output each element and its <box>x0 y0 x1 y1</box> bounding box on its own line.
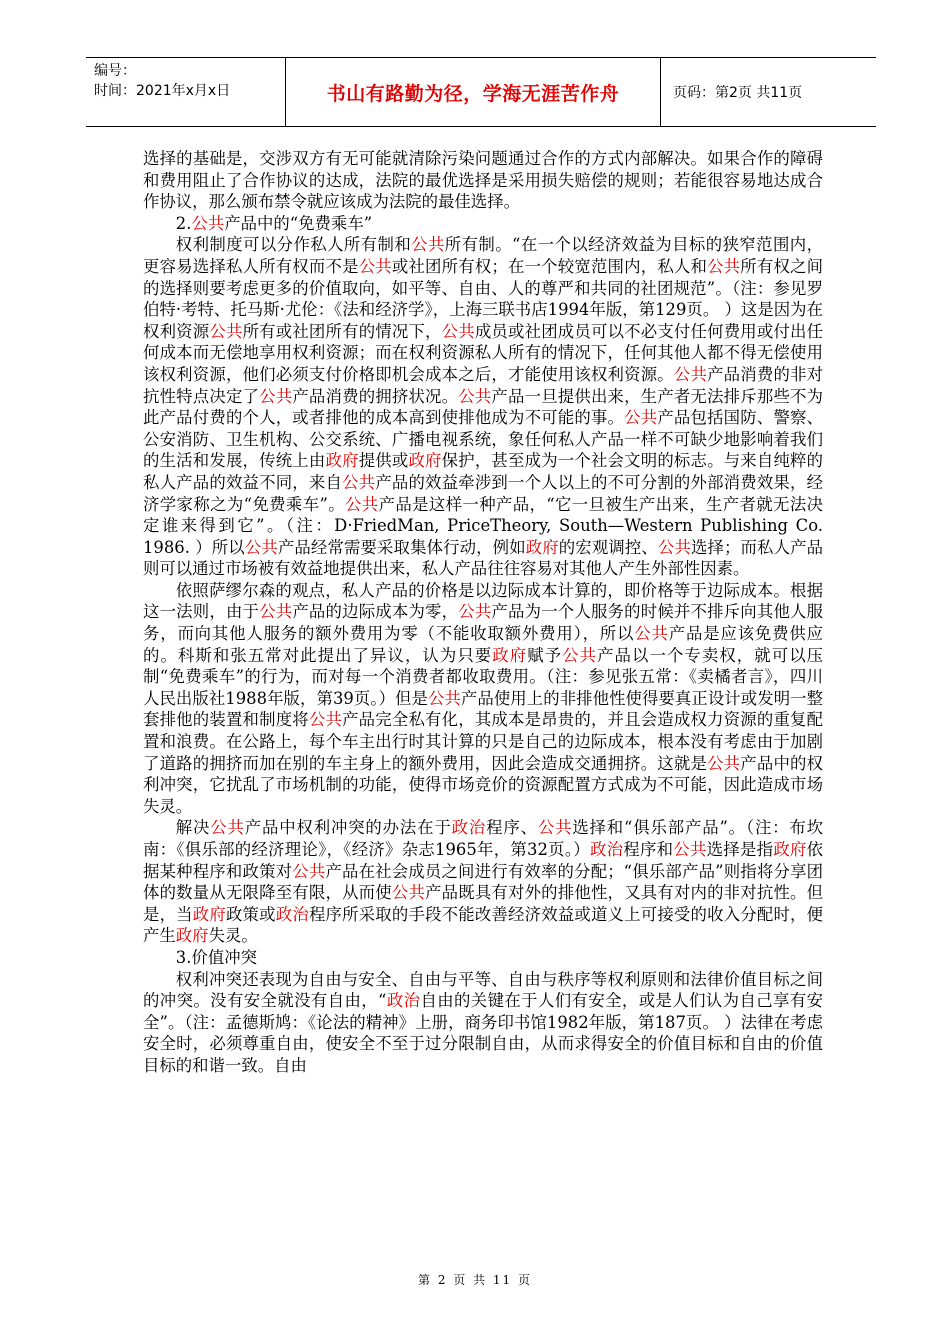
highlighted-term: 公共 <box>345 494 379 514</box>
text-run: 产品一旦提供出来，生产者无法排斥那些不为此产品付费的个人，或者排他的成本高到使排他成为不可能的事。 <box>143 386 824 428</box>
text-run: 产品在社会成员之间进行有效率的分配；“俱乐部产品”则指将分享团体的数量从无限降至有限，从而使 <box>143 861 824 903</box>
highlighted-term: 政府 <box>192 904 226 924</box>
paragraph <box>143 580 823 818</box>
highlighted-term: 公共 <box>427 688 461 708</box>
text-run: 产品完全私有化，其成本是昂贵的，并且会造成权力资源的重复配置和浪费。在公路上，每个车主出行时其计算的只是自己的边际成本，根本没有考虑由于加剧了道路的拥挤而加在别的车主身上的额外费用，因此会造成交通拥挤。这就是 <box>143 710 824 773</box>
text-run: 提供或 <box>358 451 409 471</box>
highlighted-term: 公共 <box>458 602 492 622</box>
highlighted-term: 公共 <box>259 602 293 622</box>
text-run: 产品中权利冲突的办法在于 <box>244 818 452 838</box>
highlighted-term: 公共 <box>634 624 669 644</box>
text-run: 所有或社团所有的情况下， <box>242 321 442 341</box>
text-run: 或社团所有权；在一个较宽范围内，私人和 <box>391 256 708 276</box>
highlighted-term: 公共 <box>673 840 707 859</box>
highlighted-term: 政府 <box>325 451 359 471</box>
highlighted-term: 公共 <box>244 537 278 557</box>
text-run: 保护，甚至成为一个社会文明的标志。与来自纯粹的私人产品的效益不同，来自 <box>143 451 824 492</box>
highlighted-term: 公共 <box>624 408 658 428</box>
text-run: 产品既具有对外的排他性，又具有对内的非对抗性。但是，当 <box>143 883 824 924</box>
text-run: 产品中的“免费乘车” <box>224 213 373 233</box>
paragraph <box>143 234 823 580</box>
highlighted-term: 公共 <box>707 753 741 773</box>
highlighted-term: 公共 <box>292 861 326 881</box>
highlighted-term: 政治 <box>386 991 421 1011</box>
text-run: 成员或社团成员可以不必支付任何费用或付出任何成本而无偿地享用权利资源；而在权利资源私人所有的情况下，任何其他人都不得无偿使用该权利资源，他们必须支付价格即机会成本之后，才能使用该权利资源。 <box>143 321 824 384</box>
header-page-info: 页码：第2页 共11页 <box>673 85 803 101</box>
text-run: 所有权之间的选择则要考虑更多的价值取向，如平等、自由、人的尊严和共同的社团规范”。（注：参见罗伯特·考特、托马斯·尤伦：《法和经济学》，上海三联书店1994年版，第129页。 ）这是因为在权利资源 <box>143 256 824 341</box>
text-run: 产品经常需要采取集体行动，例如 <box>277 537 526 557</box>
text-run: 产品消费的非对抗性特点决定了 <box>143 364 824 406</box>
paragraph <box>143 213 823 235</box>
page-footer: 第 2 页 共 11 页 <box>418 1273 532 1287</box>
text-run: 权利制度可以分作私人所有制和 <box>175 235 412 255</box>
page-header <box>86 57 876 127</box>
text-run: 选择和“俱乐部产品”。（注：布坎南：《俱乐部的经济理论》，《经济》杂志1965年，第32页。） <box>143 818 824 859</box>
text-run: 产品是应该免费供应的。科斯和张五常对此提出了异议，认为只要 <box>143 624 823 665</box>
text-run: 政策或 <box>225 904 276 924</box>
highlighted-term: 公共 <box>191 213 225 233</box>
highlighted-term: 政治 <box>275 904 309 924</box>
text-run: 解决 <box>175 818 211 838</box>
highlighted-term: 公共 <box>342 472 376 492</box>
text-run: 3.价值冲突 <box>175 947 257 967</box>
text-run: 选择；而私人产品则可以通过市场被有效益地提供出来，私人产品往往容易对其他人产生外部性因素。 <box>143 537 824 579</box>
text-run: 选择的基础是，交涉双方有无可能就清除污染问题通过合作的方式内部解决。如果合作的障碍和费用阻止了合作协议的达成，法院的最优选择是采用损失赔偿的规则；若能很容易地达成合作协议，那么颁布禁令就应该成为法院的最佳选择。 <box>143 149 823 212</box>
text-run: 依据某种程序和政策对 <box>143 840 824 881</box>
highlighted-term: 政府 <box>408 451 442 471</box>
text-run: 2. <box>175 213 192 233</box>
highlighted-term: 政治 <box>589 840 624 859</box>
highlighted-term: 政治 <box>451 818 487 838</box>
highlighted-term: 公共 <box>458 386 492 406</box>
highlighted-term: 公共 <box>673 364 708 384</box>
text-run: 产品是这样一种产品，“它一旦被生产出来，生产者就无法决定谁来得到它”。（注：D·FriedMan, PriceTheory, South—Western Publishing Co. 1986. ）所以 <box>143 494 823 557</box>
highlighted-term: 政府 <box>773 840 807 859</box>
highlighted-term: 公共 <box>391 883 426 903</box>
time-label: 时间：2021年x月x日 <box>94 83 231 99</box>
text-run: 产品包括国防、警察、公安消防、卫生机构、公交系统、广播电视系统，象任何私人产品一样不可缺少地影响着我们的生活和发展，传统上由 <box>143 408 824 471</box>
text-run: 失灵。 <box>208 926 258 946</box>
text-run: 程序所采取的手段不能改善经济效益或道义上可接受的收入分配时，便产生 <box>143 904 824 946</box>
document-body <box>143 148 823 1077</box>
text-run: 的宏观调控、 <box>558 537 658 557</box>
highlighted-term: 政府 <box>492 645 528 665</box>
header-meta <box>86 58 286 126</box>
highlighted-term: 公共 <box>657 537 691 557</box>
paragraph <box>143 947 823 969</box>
text-run: 产品的边际成本为零， <box>292 602 459 622</box>
highlighted-term: 公共 <box>411 235 445 255</box>
text-run: 权利冲突还表现为自由与安全、自由与平等、自由与秩序等权利原则和法律价值目标之间的冲突。没有安全就没有自由，“ <box>143 969 823 1011</box>
text-run: 产品使用上的非排他性使得要真正设计或发明一整套排他的装置和制度将 <box>143 688 824 730</box>
code-label: 编号： <box>94 63 136 79</box>
highlighted-term: 公共 <box>259 386 293 406</box>
text-run: 所有制。“在一个以经济效益为目标的狭窄范围内，更容易选择私人所有权而不是 <box>143 235 823 276</box>
text-run: 赋予 <box>527 645 563 665</box>
highlighted-term: 公共 <box>308 710 343 730</box>
highlighted-term: 政府 <box>525 537 559 557</box>
text-run: 程序和 <box>623 840 674 859</box>
highlighted-term: 政府 <box>175 926 209 946</box>
text-run: 产品为一个人服务的时候并不排斥向其他人服务，而向其他人服务的额外费用为零（不能收取额外费用），所以 <box>143 602 824 644</box>
text-run: 产品中的权利冲突，它扰乱了市场机制的功能，使得市场竞价的资源配置方式成为不可能，因此造成市场失灵。 <box>143 753 824 816</box>
paragraph <box>143 148 823 213</box>
highlighted-term: 公共 <box>562 645 598 665</box>
highlighted-term: 公共 <box>537 818 573 838</box>
paragraph <box>143 817 823 947</box>
text-run: 自由的关键在于人们有安全，或是人们认为自己享有安全”。（注：孟德斯鸠：《论法的精神》上册，商务印书馆1982年版，第187页。 ）法律在考虑安全时，必须尊重自由，使安全不至于过分限制自由，从而求得安全的价值目标和自由的价值目标的和谐一致。自由 <box>143 991 824 1075</box>
highlighted-term: 公共 <box>210 818 245 838</box>
highlighted-term: 公共 <box>707 256 741 276</box>
header-motto: 书山有路勤为径，学海无涯苦作舟 <box>286 58 661 126</box>
text-run: 产品以一个专卖权，就可以压制“免费乘车”的行为，而对每一个消费者都收取费用。（注：参见张五常：《卖橘者言》，四川人民出版社1988年版，第39页。）但是 <box>143 645 824 708</box>
text-run: 产品消费的拥挤状况。 <box>292 386 459 406</box>
paragraph <box>143 969 823 1077</box>
highlighted-term: 公共 <box>209 321 243 341</box>
highlighted-term: 公共 <box>358 256 392 276</box>
text-run: 依照萨缪尔森的观点，私人产品的价格是以边际成本计算的，即价格等于边际成本。根据这一法则，由于 <box>143 580 823 622</box>
text-run: 程序、 <box>486 818 538 838</box>
text-run: 选择是指 <box>706 840 774 859</box>
text-run: 产品的效益牵涉到一个人以上的不可分割的外部消费效果，经济学家称之为“免费乘车”。 <box>143 472 824 514</box>
highlighted-term: 公共 <box>441 321 475 341</box>
